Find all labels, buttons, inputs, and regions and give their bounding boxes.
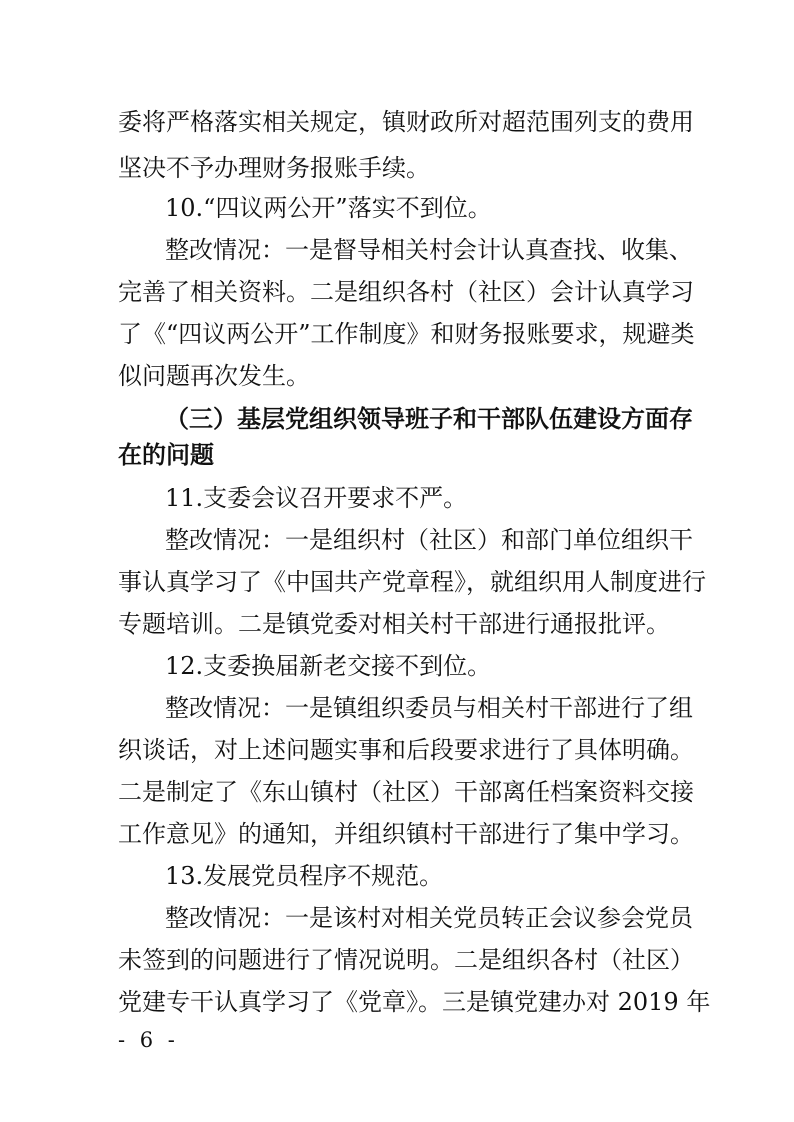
body-line: 未签到的问题进行了情况说明。二是组织各村（社区） [118, 946, 694, 974]
item-heading: 11.支委会议召开要求不严。 [165, 484, 468, 512]
item-heading: 12.支委换届新老交接不到位。 [165, 652, 492, 680]
section-heading: （三）基层党组织领导班子和干部队伍建设方面存 [165, 404, 693, 433]
item-heading: 13.发展党员程序不规范。 [165, 862, 444, 890]
body-line: 整改情况：一是该村对相关党员转正会议参会党员 [165, 904, 693, 932]
body-line: 了《“四议两公开”工作制度》和财务报账要求，规避类 [118, 320, 695, 348]
body-line: 党建专干认真学习了《党章》。三是镇党建办对 2019 年 [118, 988, 711, 1016]
body-line: 织谈话，对上述问题实事和后段要求进行了具体明确。 [118, 736, 694, 764]
body-line: 专题培训。二是镇党委对相关村干部进行通报批评。 [118, 610, 670, 638]
body-line: 委将严格落实相关规定，镇财政所对超范围列支的费用 [118, 108, 694, 136]
body-line: 工作意见》的通知，并组织镇村干部进行了集中学习。 [118, 820, 694, 848]
body-line: 二是制定了《东山镇村（社区）干部离任档案资料交接 [118, 778, 694, 806]
body-line: 完善了相关资料。二是组织各村（社区）会计认真学习 [118, 278, 694, 306]
page-number: - 6 - [118, 1028, 179, 1052]
body-line: 整改情况：一是组织村（社区）和部门单位组织干 [165, 526, 693, 554]
body-line: 整改情况：一是督导相关村会计认真查找、收集、 [165, 236, 693, 264]
body-line: 事认真学习了《中国共产党章程》，就组织用人制度进行 [118, 568, 706, 596]
item-heading: 10.“四议两公开”落实不到位。 [165, 194, 492, 222]
section-heading: 在的问题 [118, 440, 214, 469]
body-line: 整改情况：一是镇组织委员与相关村干部进行了组 [165, 694, 693, 722]
body-line: 似问题再次发生。 [118, 362, 310, 390]
body-line: 坚决不予办理财务报账手续。 [118, 154, 430, 182]
